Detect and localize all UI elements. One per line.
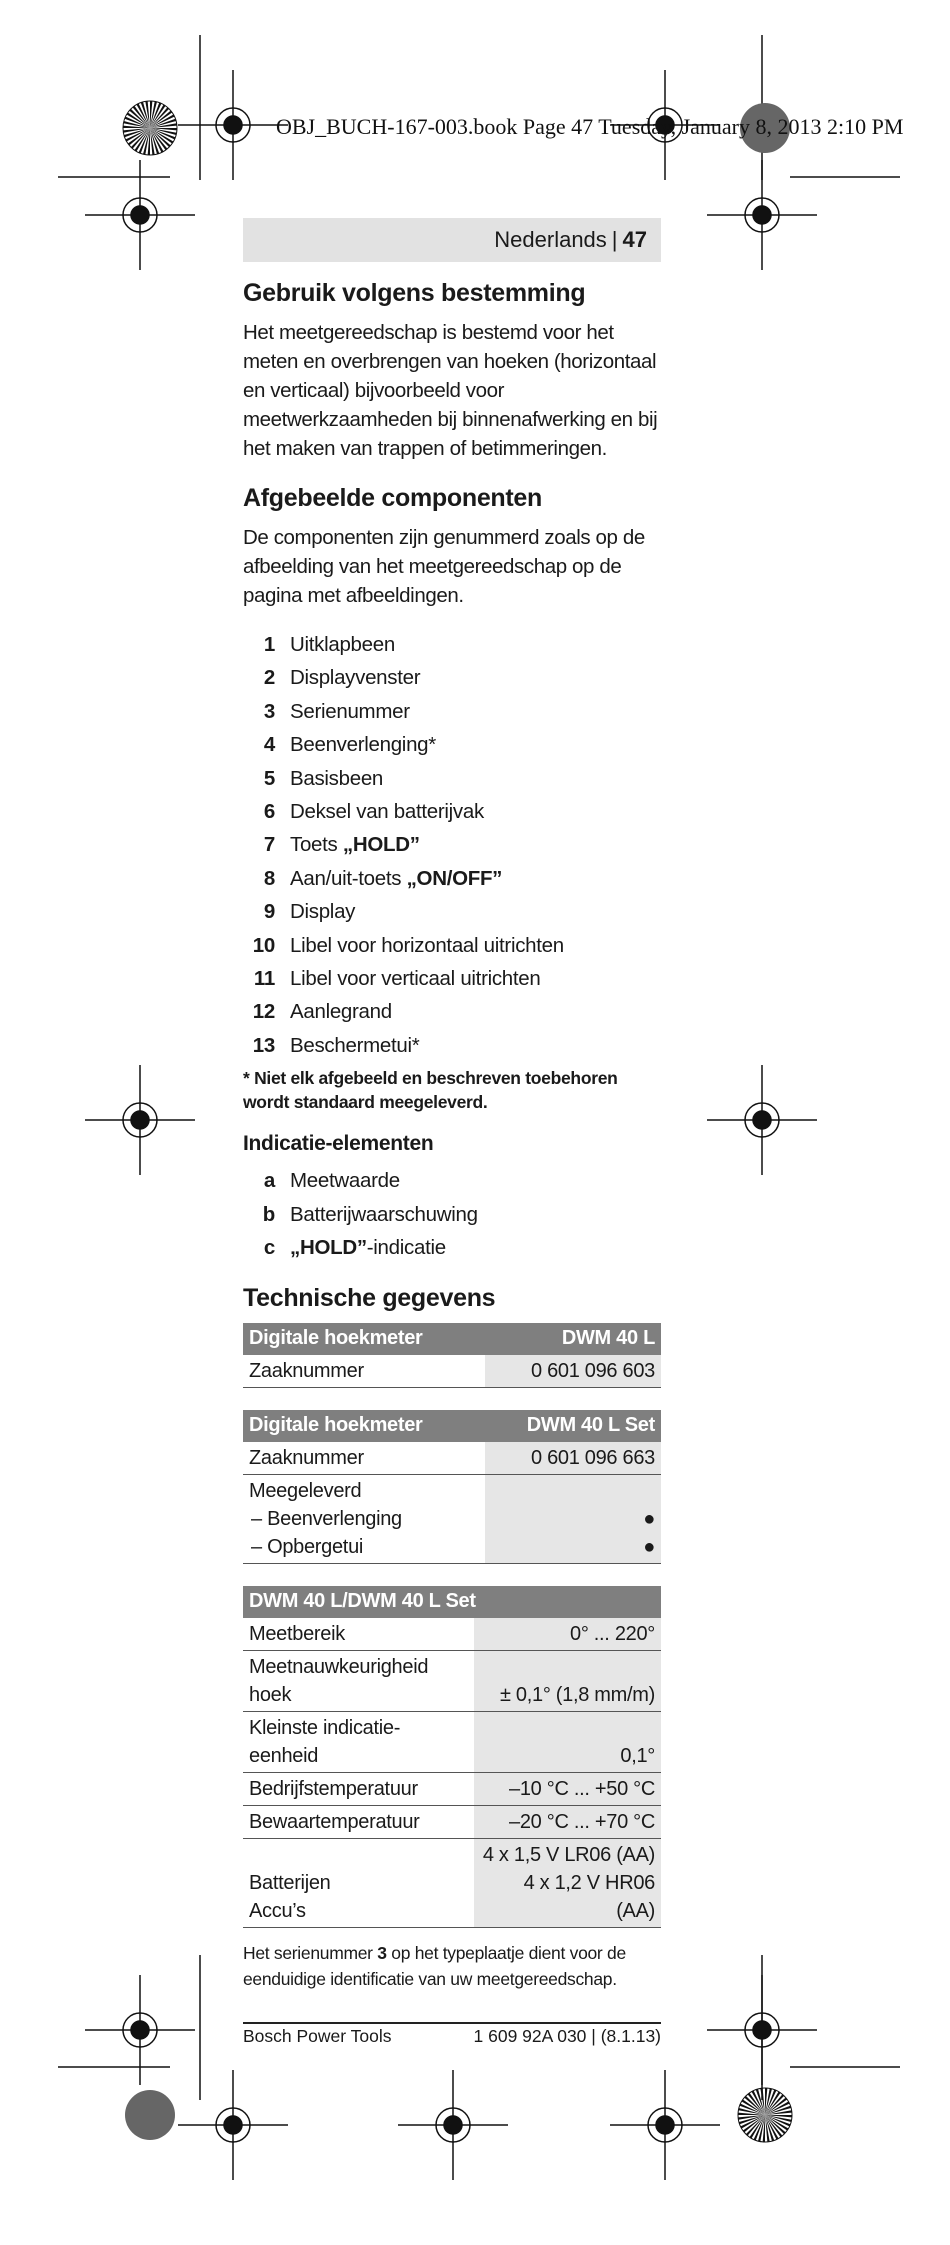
spec-header-right: DWM 40 L Set	[485, 1410, 661, 1442]
list-item	[243, 795, 661, 828]
list-item-text: Basisbeen	[290, 766, 384, 790]
list-item-bold-text: „HOLD”	[290, 1236, 367, 1260]
spec-table-header	[243, 1586, 661, 1618]
spec-value: 0 601 096 603	[485, 1355, 661, 1388]
list-item-text: Display	[290, 900, 356, 924]
registration-mark	[85, 1065, 195, 1175]
spec-header-left: DWM 40 L/DWM 40 L Set	[243, 1586, 661, 1618]
serial-note	[243, 1940, 661, 1992]
spec-value: 0 601 096 663	[485, 1442, 661, 1475]
registration-mark	[398, 2070, 508, 2180]
intended-use-text: Het meetgereedschap is bestemd voor het meten en overbrengen van hoeken (horizontaal en verticaal) bijvoorbeeld voor meetwerkzaamheden bij binnenafwerking en bij het maken van trappen of betimmeringen.	[243, 321, 658, 460]
list-item	[243, 929, 661, 962]
included-bullet: ●	[643, 1507, 655, 1530]
list-item-number: 4	[263, 733, 275, 757]
serial-note-number: 3	[377, 1942, 387, 1963]
list-item-text: Serienummer	[290, 699, 410, 723]
list-item-number: 13	[252, 1033, 275, 1057]
list-item-label	[290, 929, 564, 962]
list-item-label	[290, 695, 410, 728]
list-item-text: Beenverlenging*	[290, 733, 436, 757]
spec-label-line: – Opbergetui	[251, 1535, 364, 1558]
list-item-text: Aanlegrand	[290, 1000, 392, 1024]
list-item-label	[290, 1029, 419, 1062]
spec-label: Meetbereik	[243, 1618, 474, 1651]
list-item	[243, 1231, 661, 1264]
registration-mark	[178, 2070, 288, 2180]
list-item	[243, 762, 661, 795]
page-content	[243, 218, 661, 2047]
list-item	[243, 862, 661, 895]
list-item-number: 5	[263, 766, 275, 790]
components-footnote: * Niet elk afgebeeld en beschreven toebehoren wordt standaard meegeleverd.	[243, 1068, 618, 1113]
spec-value: –20 °C ... +70 °C	[474, 1805, 661, 1838]
list-item-text: Uitklapbeen	[290, 633, 395, 656]
list-item-number: 8	[263, 866, 275, 890]
list-item	[243, 695, 661, 728]
serial-note-text: op het typeplaatje dient voor de eenduidige identificatie van uw meetgereedschap.	[243, 1942, 626, 1989]
starburst-mark	[738, 2088, 792, 2142]
list-item-number: 7	[263, 833, 275, 857]
list-item-number: 6	[263, 800, 275, 824]
list-item-number: 11	[253, 967, 275, 991]
list-item-number: 9	[263, 900, 275, 924]
header-page-number: 47	[622, 227, 647, 252]
spec-table-dwm40l	[243, 1323, 661, 1388]
list-item	[243, 995, 661, 1028]
spec-value-line: 4 x 1,5 V LR06 (AA)	[482, 1843, 655, 1866]
list-item-label	[290, 895, 355, 928]
header-language: Nederlands	[494, 227, 607, 252]
list-item-number: 12	[252, 1000, 275, 1024]
list-item-text: Beschermetui*	[290, 1033, 420, 1057]
list-item-number: 1	[263, 633, 275, 656]
included-bullet: ●	[643, 1535, 655, 1558]
table-row	[243, 1442, 661, 1475]
list-item-text: Deksel van batterijvak	[290, 800, 484, 824]
spec-header-left: Digitale hoekmeter	[243, 1410, 485, 1442]
spec-value-line: 4 x 1,2 V HR06 (AA)	[523, 1871, 655, 1922]
list-item	[243, 1029, 661, 1062]
table-row	[243, 1772, 661, 1805]
table-row	[243, 1618, 661, 1651]
spec-label-line: Batterijen	[249, 1871, 331, 1894]
list-item-label	[290, 1231, 446, 1264]
list-item-number: a	[263, 1169, 275, 1193]
list-item-text: Batterijwaarschuwing	[290, 1202, 478, 1226]
spec-table-header	[243, 1410, 661, 1442]
list-item	[243, 828, 661, 861]
spec-label-line: Accu’s	[249, 1899, 306, 1922]
spec-label-line: Meegeleverd	[249, 1479, 362, 1502]
list-item-number: 10	[252, 933, 275, 957]
list-item-label	[290, 828, 420, 861]
registration-mark	[178, 70, 288, 180]
table-row	[243, 1650, 661, 1711]
list-item-label	[290, 795, 484, 828]
list-item-label	[290, 1198, 478, 1231]
page-footer	[243, 2022, 661, 2047]
list-item	[243, 962, 661, 995]
list-item-number: 3	[263, 699, 275, 723]
spec-label: Meetnauwkeurigheid hoek	[243, 1650, 474, 1711]
spec-value	[485, 1474, 661, 1563]
intended-use-title: Gebruik volgens bestemming	[243, 279, 586, 307]
footer-brand: Bosch Power Tools	[243, 2025, 392, 2046]
list-item-text: Meetwaarde	[290, 1169, 400, 1193]
spec-table-common	[243, 1586, 661, 1928]
spec-label: Kleinste indicatie- eenheid	[243, 1711, 474, 1772]
list-item	[243, 895, 661, 928]
components-title: Afgebeelde componenten	[243, 484, 542, 512]
list-item	[243, 1164, 661, 1197]
page-header: Nederlands | 47	[243, 218, 661, 262]
spec-label: Bedrijfstemperatuur	[243, 1772, 474, 1805]
spec-header-left: Digitale hoekmeter	[243, 1323, 485, 1355]
spec-value: 0,1°	[474, 1711, 661, 1772]
list-item-label	[290, 728, 436, 761]
spec-label: Bewaartemperatuur	[243, 1805, 474, 1838]
list-item-label	[290, 962, 541, 995]
spec-header-right: DWM 40 L	[485, 1323, 661, 1355]
list-item-label	[290, 628, 395, 661]
spec-table-header	[243, 1323, 661, 1355]
list-item-bold-text: „ON/OFF”	[406, 866, 503, 890]
slug-line: OBJ_BUCH-167-003.book Page 47 Tuesday, January 8, 2013 2:10 PM	[276, 114, 904, 139]
spec-value	[474, 1838, 661, 1927]
list-item-text: Libel voor verticaal uitrichten	[290, 967, 541, 991]
indication-title: Indicatie-elementen	[243, 1132, 434, 1156]
list-item-number: c	[263, 1236, 275, 1260]
list-item-text: Libel voor horizontaal uitrichten	[290, 933, 564, 957]
components-list	[243, 628, 661, 1062]
list-item-label	[290, 1164, 400, 1197]
list-item-text: Displayvenster	[290, 666, 421, 690]
components-text: De componenten zijn genummerd zoals op de afbeelding van het meetgereedschap op de pagina met afbeeldingen.	[243, 526, 645, 607]
registration-mark	[707, 1975, 817, 2085]
spec-label	[243, 1838, 474, 1927]
list-item-text: Aan/uit-toets	[290, 866, 407, 890]
spec-value: –10 °C ... +50 °C	[474, 1772, 661, 1805]
technical-title: Technische gegevens	[243, 1283, 496, 1312]
list-item-number: 2	[263, 666, 275, 690]
spec-table-dwm40l-set	[243, 1410, 661, 1564]
starburst-mark	[123, 101, 177, 155]
list-item-bold-text: „HOLD”	[342, 833, 420, 857]
list-item-label	[290, 995, 392, 1028]
footer-doc-number: 1 609 92A 030 | (8.1.13)	[473, 2025, 661, 2046]
list-item-text: Toets	[290, 833, 343, 857]
indication-list	[243, 1164, 661, 1264]
table-row	[243, 1838, 661, 1927]
list-item	[243, 728, 661, 761]
list-item-text: -indicatie	[366, 1236, 446, 1260]
registration-mark	[707, 1065, 817, 1175]
table-row	[243, 1355, 661, 1388]
list-item-label	[290, 661, 420, 694]
registration-mark	[610, 2070, 720, 2180]
list-item	[243, 661, 661, 694]
spec-value: 0° ... 220°	[474, 1618, 661, 1651]
list-item-label	[290, 862, 502, 895]
gray-circle-mark	[125, 2090, 175, 2140]
registration-mark	[85, 1975, 195, 2085]
list-item	[243, 628, 661, 661]
spec-label: Zaaknummer	[243, 1442, 485, 1475]
spec-value: ± 0,1° (1,8 mm/m)	[474, 1650, 661, 1711]
spec-label	[243, 1474, 485, 1563]
serial-note-text: Het serienummer	[243, 1942, 378, 1963]
list-item	[243, 1198, 661, 1231]
list-item-number: b	[262, 1202, 275, 1226]
spec-label-line: – Beenverlenging	[251, 1507, 402, 1530]
table-row	[243, 1711, 661, 1772]
list-item-label	[290, 762, 383, 795]
table-row	[243, 1805, 661, 1838]
spec-label: Zaaknummer	[243, 1355, 485, 1388]
table-row	[243, 1474, 661, 1563]
